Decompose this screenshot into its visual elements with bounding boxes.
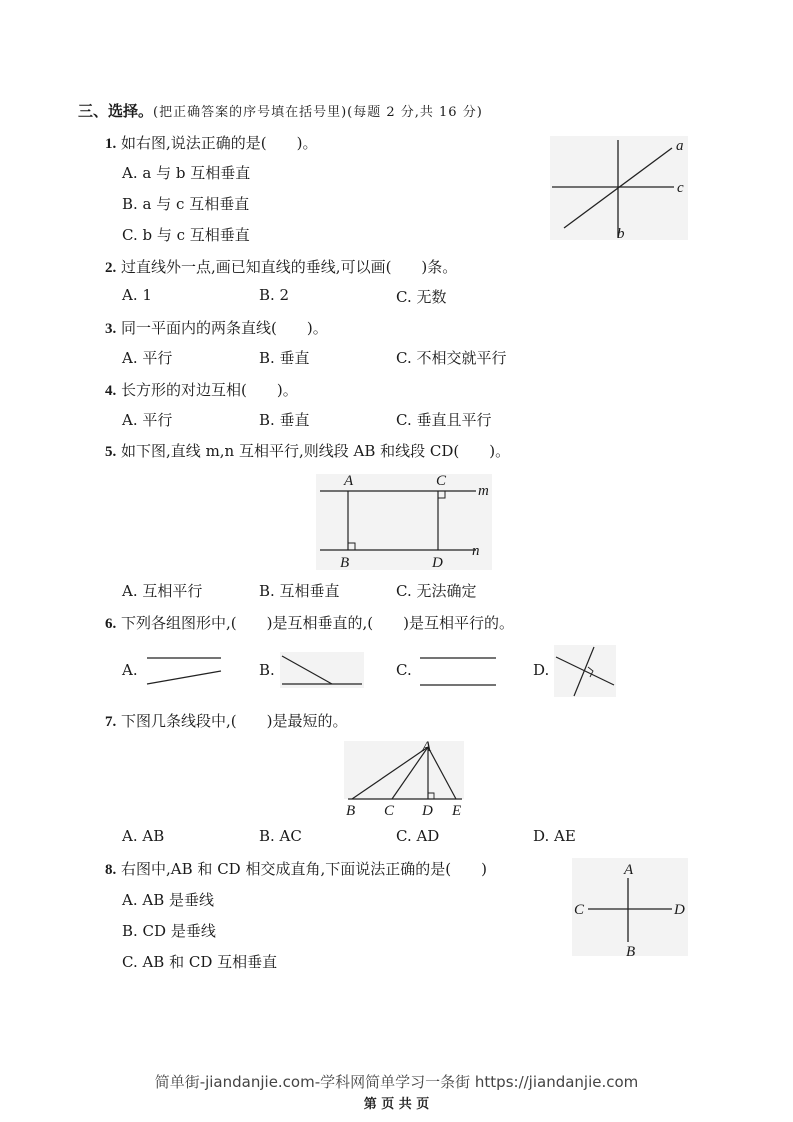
question-1 [105,132,318,153]
question-text: 下图几条线段中,( )是最短的。 [121,712,348,730]
option: C. 垂直且平行 [396,411,492,429]
label-a: A [344,473,354,489]
label-m: m [478,483,489,499]
question-3 [105,317,328,338]
label-a: A [624,862,634,878]
question-text: 同一平面内的两条直线( )。 [121,319,328,337]
label-c: c [677,180,684,196]
label-c: C [574,902,585,918]
figure-q6-d [552,643,618,699]
question-text: 长方形的对边互相( )。 [121,381,298,399]
figure-q8 [570,856,690,960]
figure-q6-a [145,652,225,692]
label-a: A [422,739,432,755]
question-number: 1. [105,136,117,152]
option: B. 2 [259,286,290,304]
option: A. a 与 b 互相垂直 [122,164,251,182]
figure-background [280,652,364,688]
option: C. 不相交就平行 [396,349,507,367]
option: B. 垂直 [259,349,310,367]
option: B. 互相垂直 [259,582,340,600]
question-number: 2. [105,260,117,276]
figure-q6-b [280,650,366,690]
option: A. 平行 [122,349,173,367]
question-text: 如下图,直线 m,n 互相平行,则线段 AB 和线段 CD( )。 [121,442,511,460]
section-heading: 三、选择。 [78,102,154,120]
label-c: C [384,803,395,819]
page-number: 第 页 共 页 [363,1097,430,1112]
question-6 [105,612,514,633]
question-number: 6. [105,616,117,632]
question-number: 5. [105,444,117,460]
question-number: 8. [105,862,117,878]
option: B. CD 是垂线 [122,922,216,940]
label-d: D [422,803,433,819]
figure-background [344,741,464,799]
question-number: 4. [105,383,117,399]
question-text: 下列各组图形中,( )是互相垂直的,( )是互相平行的。 [121,614,514,632]
option: C. b 与 c 互相垂直 [122,226,250,244]
line [147,671,221,684]
option: C. AB 和 CD 互相垂直 [122,953,278,971]
option: D. [533,661,550,679]
label-c: C [436,473,447,489]
section-note: (把正确答案的序号填在括号里)(每题 2 分,共 16 分) [153,105,483,120]
question-text: 过直线外一点,画已知直线的垂线,可以画( )条。 [121,258,458,276]
option: B. [259,661,275,679]
label-a: a [676,138,684,154]
question-2 [105,256,457,277]
option: A. 1 [122,286,152,304]
label-d: D [432,555,443,571]
option: A. AB 是垂线 [122,891,214,909]
question-text: 右图中,AB 和 CD 相交成直角,下面说法正确的是( ) [121,860,487,878]
question-8 [105,858,487,879]
figure-q5 [312,470,500,574]
section-title [78,100,483,121]
question-5 [105,440,510,461]
option: A. 平行 [122,411,173,429]
figure-q6-c [418,652,500,692]
option: D. AE [533,827,576,845]
question-4 [105,379,298,400]
footer-source: 简单街-jiandanjie.com-学科网简单学习一条街 https://jiandanjie.com [154,1073,639,1091]
label-b: B [340,555,350,571]
option: B. a 与 c 互相垂直 [122,195,250,213]
label-n: n [472,543,480,559]
question-7 [105,710,348,731]
label-b: B [626,944,636,960]
option: C. [396,661,412,679]
label-d: D [674,902,685,918]
figure-q7 [340,737,470,821]
option: A. AB [122,827,165,845]
figure-q1 [550,130,690,242]
option: C. AD [396,827,440,845]
question-number: 7. [105,714,117,730]
label-e: E [452,803,462,819]
option: B. AC [259,827,302,845]
option: B. 垂直 [259,411,310,429]
option: A. 互相平行 [122,582,203,600]
question-number: 3. [105,321,117,337]
option: A. [122,661,138,679]
label-b: B [346,803,356,819]
label-b: b [617,226,625,242]
question-text: 如右图,说法正确的是( )。 [121,134,318,152]
option: C. 无法确定 [396,582,477,600]
option: C. 无数 [396,288,447,306]
